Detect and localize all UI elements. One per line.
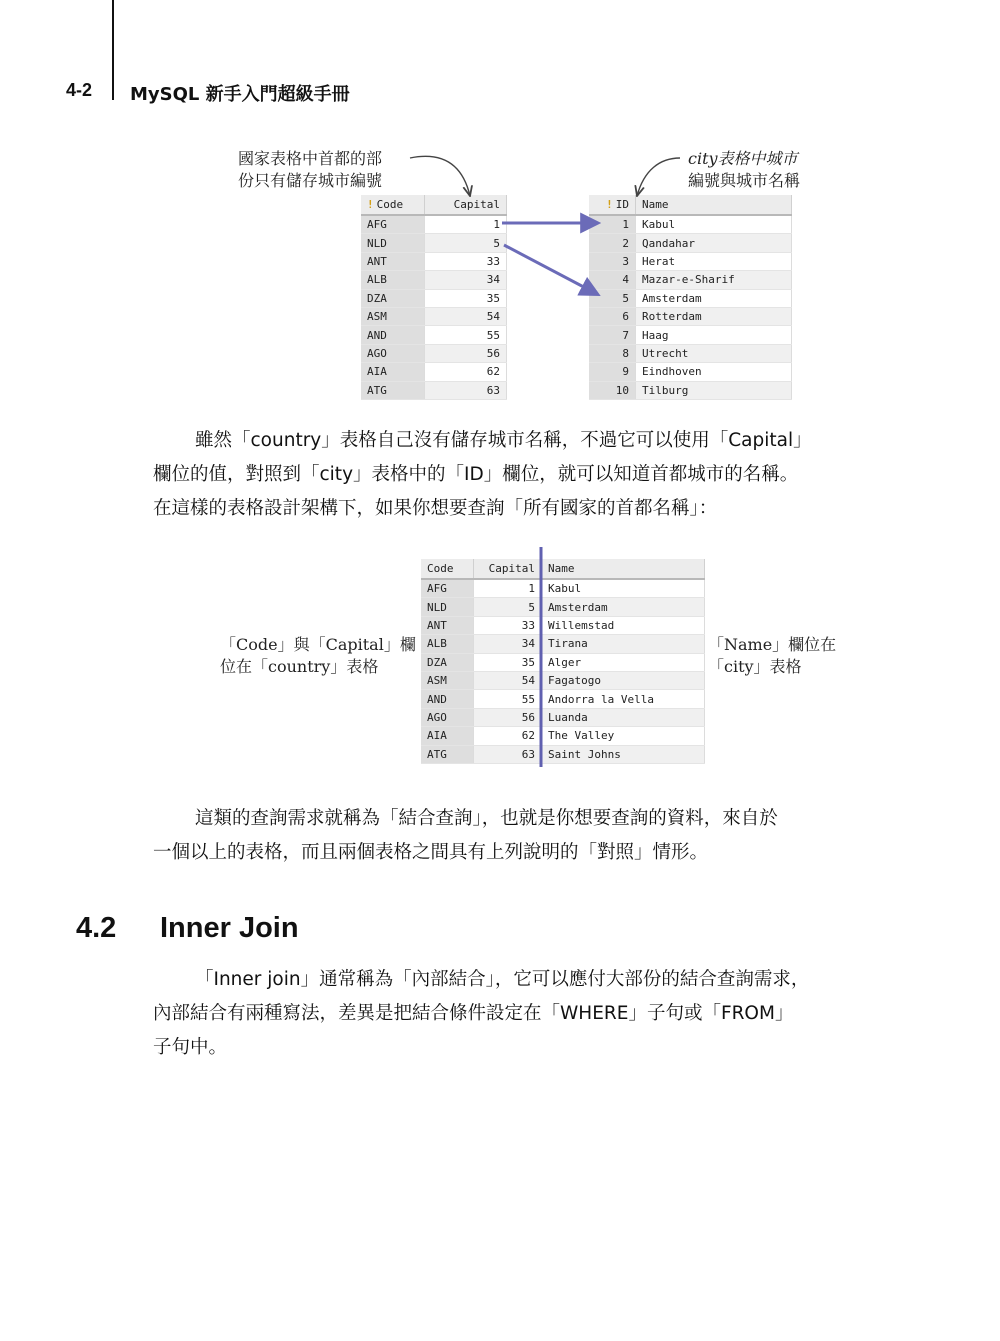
name-cell: Luanda	[542, 708, 705, 726]
id-cell: 9	[589, 363, 636, 381]
id-cell: 7	[589, 326, 636, 344]
name-cell: Mazar-e-Sharif	[636, 271, 792, 289]
code-cell: ANT	[361, 252, 425, 270]
code-cell: AFG	[421, 579, 474, 598]
id-cell: 5	[589, 289, 636, 307]
capital-cell: 55	[425, 326, 507, 344]
capital-cell: 56	[474, 708, 542, 726]
capital-cell: 35	[425, 289, 507, 307]
code-cell: AND	[361, 326, 425, 344]
name-cell: Saint Johns	[542, 745, 705, 763]
capital-cell: 5	[474, 598, 542, 616]
name-cell: Utrecht	[636, 344, 792, 362]
name-cell: Willemstad	[542, 616, 705, 634]
capital-cell: 56	[425, 344, 507, 362]
paragraph-2-line-2: 一個以上的表格，而且兩個表格之間具有上列說明的「對照」情形。	[153, 842, 709, 863]
code-cell: NLD	[421, 598, 474, 616]
id-cell: 4	[589, 271, 636, 289]
section-title: Inner Join	[160, 912, 299, 944]
capital-cell: 54	[425, 307, 507, 325]
paragraph-1-line-1: 雖然「country」表格自己沒有儲存城市名稱，不過它可以使用「Capital」	[195, 430, 812, 451]
capital-to-id-arrow-icon	[504, 245, 597, 294]
primary-key-icon: !	[606, 198, 613, 211]
name-cell: Rotterdam	[636, 307, 792, 325]
column-header-code: Code	[421, 559, 474, 579]
id-cell: 3	[589, 252, 636, 270]
capital-cell: 63	[474, 745, 542, 763]
code-cell: DZA	[421, 653, 474, 671]
code-cell: AGO	[361, 344, 425, 362]
code-cell: ASM	[361, 307, 425, 325]
id-cell: 1	[589, 215, 636, 234]
paragraph-1-line-2: 欄位的值，對照到「city」表格中的「ID」欄位，就可以知道首都城市的名稱。	[153, 464, 799, 485]
capital-cell: 33	[474, 616, 542, 634]
paragraph-3-line-2: 內部結合有兩種寫法，差異是把結合條件設定在「WHERE」子句或「FROM」	[153, 1003, 794, 1024]
id-cell: 2	[589, 234, 636, 252]
paragraph-1-line-3: 在這樣的表格設計架構下，如果你想要查詢「所有國家的首都名稱」：	[153, 498, 718, 519]
capital-cell: 62	[474, 727, 542, 745]
page-number: 4-2	[66, 80, 93, 100]
code-cell: AGO	[421, 708, 474, 726]
paragraph-3-line-3: 子句中。	[153, 1037, 228, 1058]
capital-cell: 54	[474, 671, 542, 689]
name-cell: Tirana	[542, 635, 705, 653]
name-cell: Fagatogo	[542, 671, 705, 689]
column-header-capital: Capital	[425, 195, 507, 215]
column-header-name: Name	[636, 195, 792, 215]
name-cell: Alger	[542, 653, 705, 671]
code-cell: ANT	[421, 616, 474, 634]
code-cell: NLD	[361, 234, 425, 252]
book-title: MySQL 新手入門超級手冊	[130, 84, 350, 105]
figure2-note-right: 「Name」欄位在 「city」表格	[708, 635, 837, 676]
name-cell: Qandahar	[636, 234, 792, 252]
capital-cell: 33	[425, 252, 507, 270]
note-right-arrow-icon	[637, 158, 680, 196]
code-cell: ASM	[421, 671, 474, 689]
name-cell: Tilburg	[636, 381, 792, 399]
name-cell: Haag	[636, 326, 792, 344]
name-cell: Eindhoven	[636, 363, 792, 381]
id-cell: 6	[589, 307, 636, 325]
column-header-name: Name	[542, 559, 705, 579]
note-left-arrow-icon	[410, 156, 470, 196]
figure2-note-left: 「Code」與「Capital」欄 位在「country」表格	[220, 635, 416, 676]
capital-cell: 34	[474, 635, 542, 653]
name-cell: Herat	[636, 252, 792, 270]
id-cell: 10	[589, 381, 636, 399]
capital-cell: 55	[474, 690, 542, 708]
capital-cell: 35	[474, 653, 542, 671]
code-cell: ALB	[361, 271, 425, 289]
id-cell: 8	[589, 344, 636, 362]
code-cell: ATG	[361, 381, 425, 399]
capital-cell: 5	[425, 234, 507, 252]
code-cell: DZA	[361, 289, 425, 307]
name-cell: Amsterdam	[636, 289, 792, 307]
paragraph-3-line-1: 「Inner join」通常稱為「內部結合」，它可以應付大部份的結合查詢需求，	[195, 969, 810, 990]
figure1-note-left: 國家表格中首都的部 份只有儲存城市編號	[238, 149, 383, 190]
code-cell: AIA	[361, 363, 425, 381]
column-header-code: ! Code	[361, 195, 425, 215]
column-header-capital: Capital	[474, 559, 542, 579]
name-cell: The Valley	[542, 727, 705, 745]
code-cell: ATG	[421, 745, 474, 763]
section-number: 4.2	[76, 912, 117, 944]
code-cell: AND	[421, 690, 474, 708]
capital-cell: 1	[425, 215, 507, 234]
capital-cell: 1	[474, 579, 542, 598]
code-cell: ALB	[421, 635, 474, 653]
primary-key-icon: !	[367, 198, 374, 211]
name-cell: Kabul	[542, 579, 705, 598]
code-cell: AIA	[421, 727, 474, 745]
capital-cell: 34	[425, 271, 507, 289]
name-cell: Andorra la Vella	[542, 690, 705, 708]
paragraph-2-line-1: 這類的查詢需求就稱為「結合查詢」，也就是你想要查詢的資料，來自於	[195, 808, 778, 829]
column-header-id: ! ID	[589, 195, 636, 215]
capital-cell: 62	[425, 363, 507, 381]
name-cell: Amsterdam	[542, 598, 705, 616]
code-cell: AFG	[361, 215, 425, 234]
figure1-note-right: city表格中城市 編號與城市名稱	[688, 149, 801, 190]
name-cell: Kabul	[636, 215, 792, 234]
capital-cell: 63	[425, 381, 507, 399]
